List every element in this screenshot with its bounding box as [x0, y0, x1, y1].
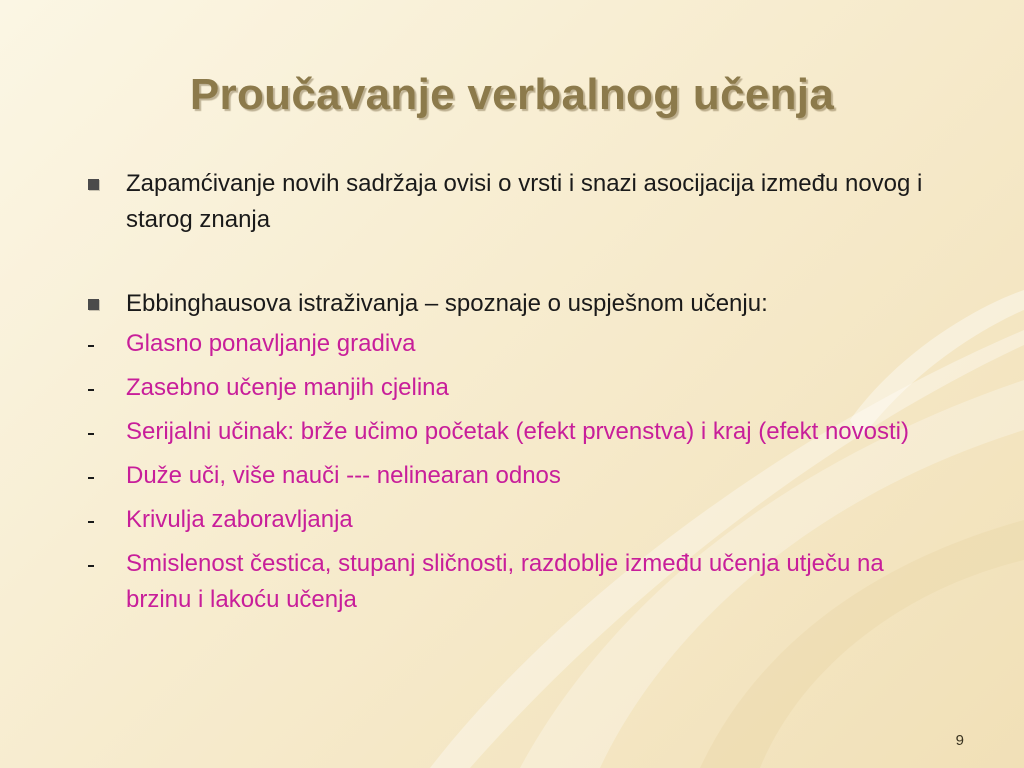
square-bullet-icon [86, 286, 110, 322]
list-item [86, 458, 946, 494]
list-item [86, 370, 946, 406]
list-item-text: Zapamćivanje novih sadržaja ovisi o vrsti i snazi asocijacija između novog i starog znanja [126, 170, 923, 233]
dash-bullet-icon [86, 370, 110, 406]
dash-bullet-icon [86, 326, 110, 362]
list-item-text: Krivulja zaboravljanja [126, 506, 353, 533]
list-item [86, 326, 946, 362]
dash-bullet-icon [86, 502, 110, 538]
list-item-text: Glasno ponavljanje gradiva [126, 330, 416, 357]
list-item-text: Zasebno učenje manjih cjelina [126, 374, 449, 401]
list-item [86, 546, 946, 618]
list-item-text: Ebbinghausova istraživanja – spoznaje o uspješnom učenju: [126, 290, 768, 317]
list-item [86, 414, 946, 450]
dash-bullet-icon [86, 458, 110, 494]
list-item-text: Duže uči, više nauči --- nelinearan odnos [126, 462, 561, 489]
list-item-text: Smislenost čestica, stupanj sličnosti, razdoblje između učenja utječu na brzinu i lakoću učenja [126, 550, 884, 613]
dash-bullet-icon [86, 546, 110, 582]
list-item [86, 502, 946, 538]
dash-bullet-icon [86, 414, 110, 450]
list-item-text: Serijalni učinak: brže učimo početak (efekt prvenstva) i kraj (efekt novosti) [126, 418, 909, 445]
list-item [86, 166, 946, 238]
slide-title: Proučavanje verbalnog učenja [189, 70, 835, 119]
square-bullet-icon [86, 166, 110, 202]
list-item [86, 286, 946, 322]
page-number: 9 [955, 732, 964, 749]
content-list [86, 166, 946, 618]
